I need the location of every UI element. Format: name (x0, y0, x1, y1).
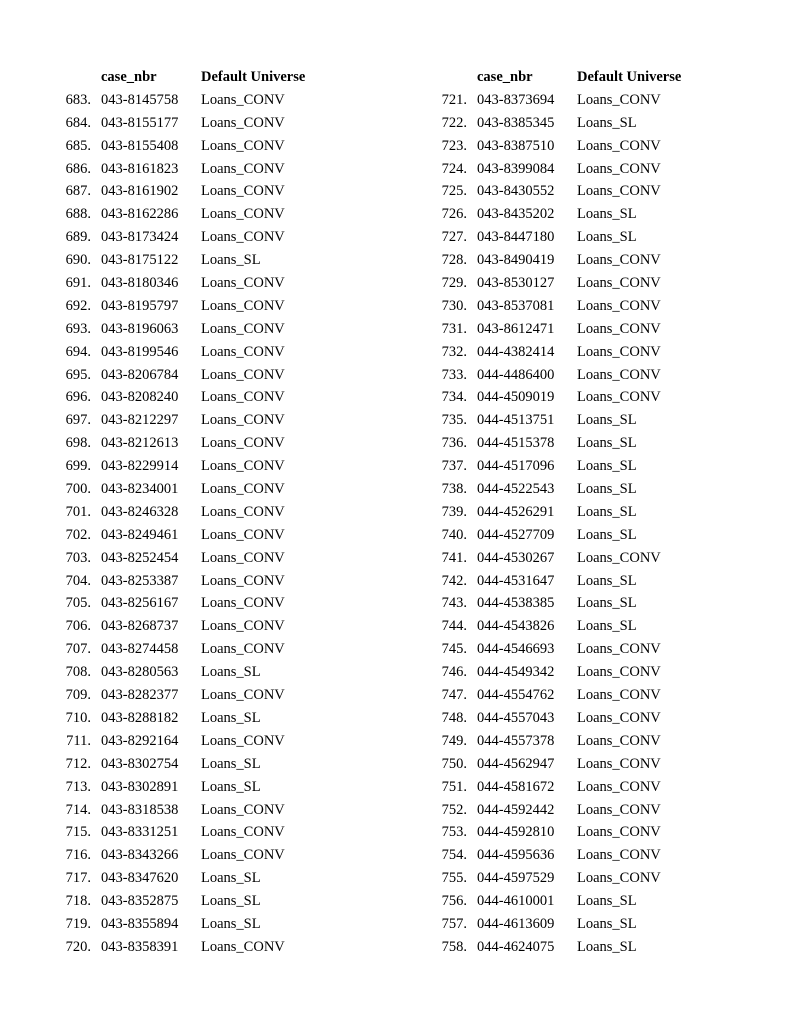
case-nbr-header: case_nbr (101, 69, 157, 85)
universe-cell: Loans_SL (201, 893, 261, 910)
row-number: 694. (65, 343, 91, 360)
universe-cell: Loans_CONV (577, 366, 661, 383)
case-nbr-cell: 043-8490419 (477, 252, 555, 269)
case-nbr-cell: 043-8155177 (101, 114, 179, 131)
universe-cell: Loans_CONV (201, 526, 285, 543)
row-number: 705. (65, 595, 91, 612)
case-nbr-cell: 044-4526291 (477, 503, 555, 520)
row-number: 738. (441, 481, 467, 498)
universe-cell: Loans_CONV (201, 366, 285, 383)
case-nbr-cell: 043-8355894 (101, 915, 179, 932)
row-number: 730. (441, 297, 467, 314)
universe-cell: Loans_CONV (201, 732, 285, 749)
row-number: 734. (441, 389, 467, 406)
universe-cell: Loans_CONV (577, 664, 661, 681)
case-nbr-cell: 043-8331251 (101, 824, 179, 841)
universe-cell: Loans_SL (577, 618, 637, 635)
universe-cell: Loans_CONV (577, 870, 661, 887)
universe-cell: Loans_CONV (577, 847, 661, 864)
universe-cell: Loans_CONV (577, 824, 661, 841)
row-number: 708. (65, 664, 91, 681)
universe-cell: Loans_CONV (201, 503, 285, 520)
row-number: 732. (441, 343, 467, 360)
row-number: 728. (441, 252, 467, 269)
universe-cell: Loans_SL (577, 938, 637, 955)
row-number: 753. (441, 824, 467, 841)
universe-cell: Loans_CONV (577, 641, 661, 658)
case-nbr-cell: 044-4486400 (477, 366, 555, 383)
universe-cell: Loans_CONV (201, 229, 285, 246)
case-nbr-cell: 044-4557043 (477, 709, 555, 726)
case-nbr-cell: 043-8155408 (101, 137, 179, 154)
row-number: 733. (441, 366, 467, 383)
row-number: 692. (65, 297, 91, 314)
case-nbr-cell: 043-8352875 (101, 893, 179, 910)
row-number: 744. (441, 618, 467, 635)
universe-cell: Loans_SL (201, 252, 261, 269)
universe-cell: Loans_CONV (201, 641, 285, 658)
row-number: 757. (441, 915, 467, 932)
row-number: 737. (441, 458, 467, 475)
case-nbr-cell: 043-8280563 (101, 664, 179, 681)
row-number: 724. (441, 160, 467, 177)
row-number: 697. (65, 412, 91, 429)
case-nbr-cell: 043-8302891 (101, 778, 179, 795)
row-number: 731. (441, 320, 467, 337)
row-number: 717. (65, 870, 91, 887)
row-number: 687. (65, 183, 91, 200)
row-number: 700. (65, 481, 91, 498)
row-number: 712. (65, 755, 91, 772)
universe-cell: Loans_CONV (201, 412, 285, 429)
row-number: 703. (65, 549, 91, 566)
universe-cell: Loans_CONV (201, 595, 285, 612)
case-nbr-cell: 044-4557378 (477, 732, 555, 749)
case-nbr-cell: 043-8212613 (101, 435, 179, 452)
case-nbr-cell: 044-4610001 (477, 893, 555, 910)
row-number: 686. (65, 160, 91, 177)
universe-cell: Loans_SL (577, 595, 637, 612)
case-nbr-cell: 044-4581672 (477, 778, 555, 795)
case-nbr-cell: 044-4592810 (477, 824, 555, 841)
universe-cell: Loans_CONV (577, 252, 661, 269)
universe-cell: Loans_SL (577, 114, 637, 131)
row-number: 714. (65, 801, 91, 818)
case-nbr-cell: 043-8161823 (101, 160, 179, 177)
case-nbr-cell: 043-8175122 (101, 252, 179, 269)
case-nbr-cell: 043-8173424 (101, 229, 179, 246)
case-nbr-cell: 043-8347620 (101, 870, 179, 887)
row-number: 719. (65, 915, 91, 932)
row-number: 721. (441, 91, 467, 108)
case-nbr-cell: 043-8252454 (101, 549, 179, 566)
universe-cell: Loans_SL (201, 915, 261, 932)
universe-cell: Loans_CONV (201, 618, 285, 635)
row-number: 707. (65, 641, 91, 658)
case-nbr-cell: 044-4531647 (477, 572, 555, 589)
row-number: 704. (65, 572, 91, 589)
universe-cell: Loans_SL (201, 755, 261, 772)
universe-cell: Loans_CONV (201, 389, 285, 406)
case-nbr-cell: 043-8387510 (477, 137, 555, 154)
row-number: 727. (441, 229, 467, 246)
case-nbr-cell: 043-8385345 (477, 114, 555, 131)
case-nbr-cell: 043-8343266 (101, 847, 179, 864)
universe-header: Default Universe (201, 69, 306, 85)
case-nbr-cell: 043-8145758 (101, 91, 179, 108)
universe-cell: Loans_CONV (577, 275, 661, 292)
universe-header: Default Universe (577, 69, 682, 85)
row-number: 739. (441, 503, 467, 520)
row-number: 720. (65, 938, 91, 955)
row-number: 691. (65, 275, 91, 292)
row-number: 754. (441, 847, 467, 864)
case-nbr-cell: 043-8195797 (101, 297, 179, 314)
row-number: 711. (66, 732, 91, 749)
universe-cell: Loans_SL (577, 481, 637, 498)
case-nbr-cell: 044-4613609 (477, 915, 555, 932)
case-nbr-cell: 044-4562947 (477, 755, 555, 772)
row-number: 755. (441, 870, 467, 887)
row-number: 722. (441, 114, 467, 131)
row-number: 725. (441, 183, 467, 200)
case-nbr-cell: 043-8199546 (101, 343, 179, 360)
case-nbr-header: case_nbr (477, 69, 533, 85)
row-number: 693. (65, 320, 91, 337)
row-number: 690. (65, 252, 91, 269)
row-number: 702. (65, 526, 91, 543)
case-nbr-cell: 043-8256167 (101, 595, 179, 612)
case-nbr-cell: 043-8274458 (101, 641, 179, 658)
row-number: 716. (65, 847, 91, 864)
universe-cell: Loans_CONV (201, 343, 285, 360)
case-nbr-cell: 043-8282377 (101, 687, 179, 704)
universe-cell: Loans_SL (201, 709, 261, 726)
universe-cell: Loans_CONV (577, 320, 661, 337)
case-nbr-cell: 043-8373694 (477, 91, 555, 108)
row-number: 746. (441, 664, 467, 681)
case-nbr-cell: 044-4509019 (477, 389, 555, 406)
universe-cell: Loans_CONV (201, 137, 285, 154)
universe-cell: Loans_CONV (577, 343, 661, 360)
case-nbr-cell: 043-8161902 (101, 183, 179, 200)
universe-cell: Loans_CONV (201, 320, 285, 337)
universe-cell: Loans_CONV (201, 458, 285, 475)
row-number: 701. (65, 503, 91, 520)
case-nbr-cell: 044-4543826 (477, 618, 555, 635)
universe-cell: Loans_CONV (201, 549, 285, 566)
row-number: 695. (65, 366, 91, 383)
row-number: 723. (441, 137, 467, 154)
universe-cell: Loans_CONV (201, 297, 285, 314)
case-nbr-cell: 044-4546693 (477, 641, 555, 658)
case-nbr-cell: 043-8399084 (477, 160, 555, 177)
row-number: 689. (65, 229, 91, 246)
case-nbr-cell: 044-4549342 (477, 664, 555, 681)
universe-cell: Loans_CONV (577, 137, 661, 154)
case-nbr-cell: 043-8212297 (101, 412, 179, 429)
case-nbr-cell: 044-4513751 (477, 412, 555, 429)
case-nbr-cell: 043-8430552 (477, 183, 555, 200)
universe-cell: Loans_CONV (201, 160, 285, 177)
row-number: 699. (65, 458, 91, 475)
row-number: 713. (65, 778, 91, 795)
case-nbr-cell: 044-4522543 (477, 481, 555, 498)
case-nbr-cell: 043-8537081 (477, 297, 555, 314)
universe-cell: Loans_CONV (201, 938, 285, 955)
row-number: 685. (65, 137, 91, 154)
row-number: 758. (441, 938, 467, 955)
row-number: 709. (65, 687, 91, 704)
case-nbr-cell: 043-8208240 (101, 389, 179, 406)
row-number: 684. (65, 114, 91, 131)
universe-cell: Loans_SL (577, 229, 637, 246)
case-nbr-cell: 044-4592442 (477, 801, 555, 818)
case-nbr-cell: 044-4530267 (477, 549, 555, 566)
universe-cell: Loans_SL (577, 206, 637, 223)
case-nbr-cell: 043-8180346 (101, 275, 179, 292)
row-number: 715. (65, 824, 91, 841)
case-nbr-cell: 044-4515378 (477, 435, 555, 452)
case-nbr-cell: 043-8162286 (101, 206, 179, 223)
row-number: 706. (65, 618, 91, 635)
universe-cell: Loans_SL (577, 503, 637, 520)
universe-cell: Loans_CONV (201, 183, 285, 200)
row-number: 749. (441, 732, 467, 749)
case-nbr-cell: 044-4595636 (477, 847, 555, 864)
case-nbr-cell: 044-4517096 (477, 458, 555, 475)
row-number: 752. (441, 801, 467, 818)
universe-cell: Loans_CONV (201, 572, 285, 589)
row-number: 696. (65, 389, 91, 406)
universe-cell: Loans_CONV (577, 778, 661, 795)
universe-cell: Loans_CONV (577, 709, 661, 726)
universe-cell: Loans_CONV (577, 183, 661, 200)
universe-cell: Loans_CONV (201, 801, 285, 818)
universe-cell: Loans_SL (201, 664, 261, 681)
row-number: 683. (65, 91, 91, 108)
row-number: 698. (65, 435, 91, 452)
universe-cell: Loans_SL (577, 412, 637, 429)
row-number: 729. (441, 275, 467, 292)
universe-cell: Loans_SL (577, 526, 637, 543)
case-nbr-cell: 044-4597529 (477, 870, 555, 887)
row-number: 748. (441, 709, 467, 726)
case-nbr-cell: 044-4527709 (477, 526, 555, 543)
universe-cell: Loans_SL (577, 893, 637, 910)
row-number: 743. (441, 595, 467, 612)
case-nbr-cell: 043-8530127 (477, 275, 555, 292)
universe-cell: Loans_SL (201, 870, 261, 887)
case-nbr-cell: 043-8612471 (477, 320, 555, 337)
universe-cell: Loans_CONV (577, 732, 661, 749)
row-number: 736. (441, 435, 467, 452)
case-nbr-cell: 043-8292164 (101, 732, 179, 749)
case-nbr-cell: 043-8196063 (101, 320, 179, 337)
case-nbr-cell: 044-4554762 (477, 687, 555, 704)
universe-cell: Loans_CONV (577, 160, 661, 177)
case-nbr-cell: 043-8253387 (101, 572, 179, 589)
universe-cell: Loans_SL (577, 458, 637, 475)
case-nbr-cell: 043-8246328 (101, 503, 179, 520)
universe-cell: Loans_CONV (577, 801, 661, 818)
row-number: 710. (65, 709, 91, 726)
case-nbr-cell: 043-8302754 (101, 755, 179, 772)
row-number: 741. (441, 549, 467, 566)
case-nbr-cell: 043-8447180 (477, 229, 555, 246)
universe-cell: Loans_CONV (201, 847, 285, 864)
universe-cell: Loans_CONV (201, 824, 285, 841)
case-nbr-cell: 043-8435202 (477, 206, 555, 223)
universe-cell: Loans_CONV (577, 549, 661, 566)
case-nbr-cell: 044-4382414 (477, 343, 555, 360)
universe-cell: Loans_CONV (577, 687, 661, 704)
case-nbr-cell: 044-4624075 (477, 938, 555, 955)
row-number: 750. (441, 755, 467, 772)
universe-cell: Loans_CONV (577, 389, 661, 406)
row-number: 740. (441, 526, 467, 543)
row-number: 742. (441, 572, 467, 589)
universe-cell: Loans_SL (577, 572, 637, 589)
case-nbr-cell: 043-8234001 (101, 481, 179, 498)
row-number: 747. (441, 687, 467, 704)
case-nbr-cell: 043-8288182 (101, 709, 179, 726)
universe-cell: Loans_SL (577, 435, 637, 452)
case-nbr-cell: 043-8358391 (101, 938, 179, 955)
case-nbr-cell: 043-8318538 (101, 801, 179, 818)
universe-cell: Loans_CONV (201, 114, 285, 131)
universe-cell: Loans_SL (577, 915, 637, 932)
case-nbr-cell: 043-8268737 (101, 618, 179, 635)
universe-cell: Loans_CONV (201, 91, 285, 108)
row-number: 735. (441, 412, 467, 429)
case-nbr-cell: 043-8249461 (101, 526, 179, 543)
row-number: 718. (65, 893, 91, 910)
universe-cell: Loans_CONV (201, 206, 285, 223)
universe-cell: Loans_CONV (577, 91, 661, 108)
case-nbr-cell: 043-8206784 (101, 366, 179, 383)
row-number: 688. (65, 206, 91, 223)
case-nbr-cell: 044-4538385 (477, 595, 555, 612)
universe-cell: Loans_CONV (201, 435, 285, 452)
row-number: 745. (441, 641, 467, 658)
universe-cell: Loans_SL (201, 778, 261, 795)
row-number: 726. (441, 206, 467, 223)
universe-cell: Loans_CONV (201, 481, 285, 498)
universe-cell: Loans_CONV (577, 755, 661, 772)
row-number: 751. (441, 778, 467, 795)
row-number: 756. (441, 893, 467, 910)
universe-cell: Loans_CONV (201, 275, 285, 292)
universe-cell: Loans_CONV (201, 687, 285, 704)
case-nbr-cell: 043-8229914 (101, 458, 179, 475)
universe-cell: Loans_CONV (577, 297, 661, 314)
